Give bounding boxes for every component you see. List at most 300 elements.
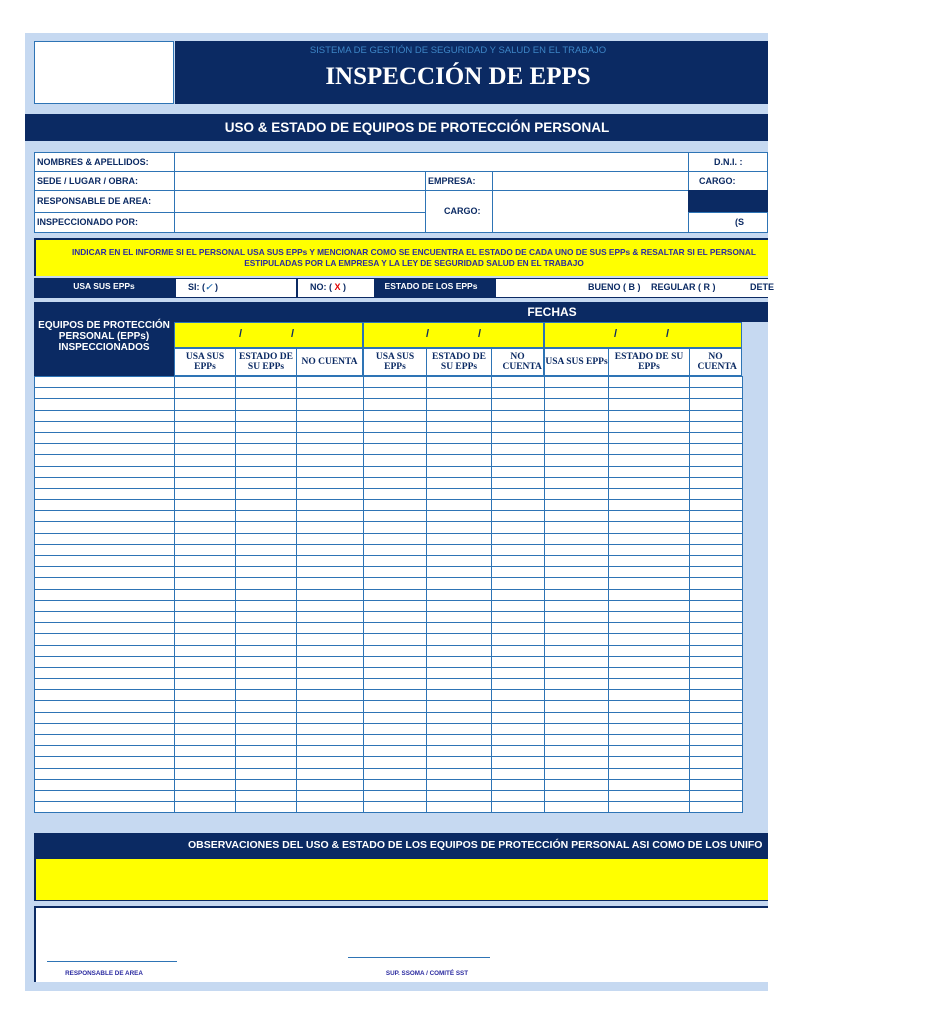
grid-cell[interactable] [297,533,364,544]
grid-cell[interactable] [427,567,492,578]
grid-cell[interactable] [690,723,743,734]
grid-cell[interactable] [297,567,364,578]
grid-cell[interactable] [690,500,743,511]
grid-cell[interactable] [492,511,545,522]
grid-cell[interactable] [364,768,427,779]
grid-cell[interactable] [364,634,427,645]
grid-cell[interactable] [492,477,545,488]
grid-cell[interactable] [175,656,236,667]
grid-cell[interactable] [427,667,492,678]
grid-cell[interactable] [690,432,743,443]
observations-field[interactable] [34,859,768,901]
grid-cell[interactable] [492,589,545,600]
grid-cell[interactable] [427,444,492,455]
grid-cell[interactable] [364,578,427,589]
grid-cell[interactable] [427,790,492,801]
grid-cell[interactable] [236,667,297,678]
grid-cell[interactable] [545,399,609,410]
grid-cell[interactable] [175,735,236,746]
grid-cell[interactable] [545,634,609,645]
grid-cell[interactable] [427,500,492,511]
grid-cell[interactable] [175,623,236,634]
grid-cell[interactable] [690,746,743,757]
grid-cell[interactable] [492,522,545,533]
grid-cell[interactable] [364,611,427,622]
grid-cell[interactable] [427,578,492,589]
grid-cell[interactable] [175,567,236,578]
grid-cell[interactable] [492,455,545,466]
grid-cell[interactable] [297,421,364,432]
grid-cell[interactable] [175,444,236,455]
grid-cell[interactable] [609,757,690,768]
grid-cell[interactable] [297,377,364,388]
grid-cell[interactable] [236,690,297,701]
grid-cell[interactable] [364,723,427,734]
grid-cell[interactable] [236,511,297,522]
grid-cell[interactable] [427,466,492,477]
grid-cell[interactable] [236,757,297,768]
grid-cell[interactable] [545,511,609,522]
grid-cell[interactable] [175,690,236,701]
grid-cell[interactable] [609,600,690,611]
grid-cell[interactable] [236,522,297,533]
grid-cell[interactable] [364,421,427,432]
epp-name-cell[interactable] [35,712,175,723]
grid-cell[interactable] [175,421,236,432]
grid-cell[interactable] [297,611,364,622]
grid-cell[interactable] [297,634,364,645]
grid-cell[interactable] [297,399,364,410]
grid-cell[interactable] [297,544,364,555]
grid-cell[interactable] [690,488,743,499]
epp-name-cell[interactable] [35,432,175,443]
grid-cell[interactable] [175,533,236,544]
grid-cell[interactable] [175,746,236,757]
grid-cell[interactable] [690,388,743,399]
grid-cell[interactable] [545,701,609,712]
grid-cell[interactable] [492,600,545,611]
grid-cell[interactable] [175,600,236,611]
epp-name-cell[interactable] [35,768,175,779]
grid-cell[interactable] [175,802,236,813]
nombres-field[interactable] [174,152,689,172]
grid-cell[interactable] [427,377,492,388]
grid-cell[interactable] [175,511,236,522]
grid-cell[interactable] [427,556,492,567]
grid-cell[interactable] [175,544,236,555]
grid-cell[interactable] [545,690,609,701]
grid-cell[interactable] [236,656,297,667]
grid-cell[interactable] [236,701,297,712]
grid-cell[interactable] [492,500,545,511]
epp-name-cell[interactable] [35,723,175,734]
grid-cell[interactable] [236,488,297,499]
grid-cell[interactable] [175,757,236,768]
grid-cell[interactable] [492,623,545,634]
grid-cell[interactable] [236,544,297,555]
grid-cell[interactable] [609,667,690,678]
grid-cell[interactable] [236,735,297,746]
epp-name-cell[interactable] [35,790,175,801]
grid-cell[interactable] [609,701,690,712]
grid-cell[interactable] [175,723,236,734]
grid-cell[interactable] [236,399,297,410]
grid-cell[interactable] [236,712,297,723]
grid-cell[interactable] [236,611,297,622]
grid-cell[interactable] [175,432,236,443]
grid-cell[interactable] [545,589,609,600]
grid-cell[interactable] [236,600,297,611]
grid-cell[interactable] [492,779,545,790]
grid-cell[interactable] [236,779,297,790]
grid-cell[interactable] [175,667,236,678]
empresa-field[interactable] [492,171,689,191]
grid-cell[interactable] [297,667,364,678]
grid-cell[interactable] [609,735,690,746]
grid-cell[interactable] [236,421,297,432]
grid-cell[interactable] [545,388,609,399]
grid-cell[interactable] [427,544,492,555]
grid-cell[interactable] [297,589,364,600]
epp-name-cell[interactable] [35,556,175,567]
grid-cell[interactable] [492,701,545,712]
grid-cell[interactable] [364,522,427,533]
grid-cell[interactable] [609,488,690,499]
grid-cell[interactable] [297,679,364,690]
grid-cell[interactable] [545,790,609,801]
epp-name-cell[interactable] [35,634,175,645]
epp-name-cell[interactable] [35,589,175,600]
grid-cell[interactable] [297,477,364,488]
grid-cell[interactable] [236,578,297,589]
grid-cell[interactable] [609,567,690,578]
grid-cell[interactable] [236,768,297,779]
grid-cell[interactable] [492,712,545,723]
grid-cell[interactable] [175,522,236,533]
grid-cell[interactable] [492,645,545,656]
grid-cell[interactable] [690,623,743,634]
grid-cell[interactable] [236,444,297,455]
grid-cell[interactable] [364,589,427,600]
grid-cell[interactable] [364,656,427,667]
grid-cell[interactable] [297,746,364,757]
date-cell-1[interactable] [174,322,363,348]
grid-cell[interactable] [690,578,743,589]
grid-cell[interactable] [427,757,492,768]
grid-cell[interactable] [427,533,492,544]
grid-cell[interactable] [690,455,743,466]
grid-cell[interactable] [545,377,609,388]
grid-cell[interactable] [364,667,427,678]
grid-cell[interactable] [236,477,297,488]
grid-cell[interactable] [545,522,609,533]
grid-cell[interactable] [175,790,236,801]
grid-cell[interactable] [545,735,609,746]
grid-cell[interactable] [545,410,609,421]
grid-cell[interactable] [492,735,545,746]
grid-cell[interactable] [545,533,609,544]
grid-cell[interactable] [690,466,743,477]
grid-cell[interactable] [545,432,609,443]
grid-cell[interactable] [545,488,609,499]
epp-name-cell[interactable] [35,455,175,466]
grid-cell[interactable] [545,455,609,466]
grid-cell[interactable] [364,500,427,511]
epp-name-cell[interactable] [35,511,175,522]
grid-cell[interactable] [297,712,364,723]
grid-cell[interactable] [492,544,545,555]
grid-cell[interactable] [175,477,236,488]
grid-cell[interactable] [175,611,236,622]
grid-cell[interactable] [609,522,690,533]
grid-cell[interactable] [236,556,297,567]
grid-cell[interactable] [492,388,545,399]
grid-cell[interactable] [236,589,297,600]
grid-cell[interactable] [297,735,364,746]
grid-cell[interactable] [427,634,492,645]
grid-cell[interactable] [609,690,690,701]
grid-cell[interactable] [364,410,427,421]
grid-cell[interactable] [492,578,545,589]
cargo-field[interactable] [492,190,689,233]
epp-name-cell[interactable] [35,388,175,399]
grid-cell[interactable] [236,645,297,656]
grid-cell[interactable] [297,488,364,499]
grid-cell[interactable] [175,500,236,511]
grid-cell[interactable] [297,757,364,768]
grid-cell[interactable] [690,712,743,723]
grid-cell[interactable] [364,556,427,567]
grid-cell[interactable] [175,634,236,645]
grid-cell[interactable] [297,690,364,701]
grid-cell[interactable] [690,556,743,567]
epp-name-cell[interactable] [35,466,175,477]
grid-cell[interactable] [427,611,492,622]
grid-cell[interactable] [175,589,236,600]
grid-cell[interactable] [545,768,609,779]
grid-cell[interactable] [297,600,364,611]
grid-cell[interactable] [175,701,236,712]
grid-cell[interactable] [427,623,492,634]
grid-cell[interactable] [492,421,545,432]
grid-cell[interactable] [236,790,297,801]
grid-cell[interactable] [690,656,743,667]
grid-cell[interactable] [427,410,492,421]
grid-cell[interactable] [690,611,743,622]
grid-cell[interactable] [609,466,690,477]
grid-cell[interactable] [690,544,743,555]
epp-name-cell[interactable] [35,578,175,589]
grid-cell[interactable] [175,779,236,790]
grid-cell[interactable] [175,399,236,410]
grid-cell[interactable] [545,802,609,813]
grid-cell[interactable] [297,522,364,533]
grid-cell[interactable] [545,623,609,634]
grid-cell[interactable] [364,533,427,544]
grid-cell[interactable] [690,477,743,488]
grid-cell[interactable] [609,432,690,443]
grid-cell[interactable] [236,377,297,388]
grid-cell[interactable] [427,511,492,522]
grid-cell[interactable] [609,556,690,567]
grid-cell[interactable] [545,556,609,567]
grid-cell[interactable] [690,410,743,421]
grid-cell[interactable] [297,511,364,522]
grid-cell[interactable] [492,611,545,622]
epp-name-cell[interactable] [35,701,175,712]
grid-cell[interactable] [690,802,743,813]
grid-cell[interactable] [492,802,545,813]
responsable-field[interactable] [174,190,426,213]
grid-cell[interactable] [297,656,364,667]
grid-cell[interactable] [427,679,492,690]
grid-cell[interactable] [492,790,545,801]
grid-cell[interactable] [427,802,492,813]
grid-cell[interactable] [236,679,297,690]
grid-cell[interactable] [427,645,492,656]
grid-cell[interactable] [609,533,690,544]
grid-cell[interactable] [492,679,545,690]
grid-cell[interactable] [492,567,545,578]
grid-cell[interactable] [427,690,492,701]
grid-cell[interactable] [609,779,690,790]
grid-cell[interactable] [545,723,609,734]
grid-cell[interactable] [236,802,297,813]
grid-cell[interactable] [364,802,427,813]
grid-cell[interactable] [427,399,492,410]
grid-cell[interactable] [690,399,743,410]
grid-cell[interactable] [364,690,427,701]
grid-cell[interactable] [427,701,492,712]
grid-cell[interactable] [690,377,743,388]
grid-cell[interactable] [364,623,427,634]
grid-cell[interactable] [690,511,743,522]
grid-cell[interactable] [492,667,545,678]
epp-name-cell[interactable] [35,735,175,746]
grid-cell[interactable] [492,377,545,388]
grid-cell[interactable] [364,377,427,388]
epp-name-cell[interactable] [35,802,175,813]
date-cell-2[interactable] [363,322,544,348]
grid-cell[interactable] [364,444,427,455]
grid-cell[interactable] [545,567,609,578]
grid-cell[interactable] [297,410,364,421]
grid-cell[interactable] [297,768,364,779]
grid-cell[interactable] [427,522,492,533]
grid-cell[interactable] [609,623,690,634]
sede-field[interactable] [174,171,426,191]
grid-cell[interactable] [609,511,690,522]
grid-cell[interactable] [690,634,743,645]
grid-cell[interactable] [236,410,297,421]
grid-cell[interactable] [545,421,609,432]
grid-cell[interactable] [427,656,492,667]
epp-name-cell[interactable] [35,757,175,768]
grid-cell[interactable] [690,667,743,678]
grid-cell[interactable] [236,634,297,645]
grid-cell[interactable] [175,455,236,466]
grid-cell[interactable] [236,455,297,466]
grid-cell[interactable] [427,421,492,432]
epp-name-cell[interactable] [35,567,175,578]
grid-cell[interactable] [175,578,236,589]
grid-cell[interactable] [690,779,743,790]
grid-cell[interactable] [492,488,545,499]
grid-cell[interactable] [492,533,545,544]
grid-cell[interactable] [492,768,545,779]
grid-cell[interactable] [364,511,427,522]
grid-cell[interactable] [236,567,297,578]
grid-cell[interactable] [492,432,545,443]
grid-cell[interactable] [364,779,427,790]
grid-cell[interactable] [545,544,609,555]
epp-name-cell[interactable] [35,667,175,678]
grid-cell[interactable] [364,388,427,399]
grid-cell[interactable] [690,533,743,544]
grid-cell[interactable] [545,611,609,622]
epp-name-cell[interactable] [35,421,175,432]
grid-cell[interactable] [545,600,609,611]
grid-cell[interactable] [364,679,427,690]
grid-cell[interactable] [364,746,427,757]
date-cell-3[interactable] [544,322,742,348]
grid-cell[interactable] [545,757,609,768]
grid-cell[interactable] [545,477,609,488]
grid-cell[interactable] [609,410,690,421]
epp-name-cell[interactable] [35,679,175,690]
grid-cell[interactable] [236,500,297,511]
grid-cell[interactable] [492,634,545,645]
grid-cell[interactable] [297,723,364,734]
grid-cell[interactable] [545,645,609,656]
grid-cell[interactable] [175,410,236,421]
epp-name-cell[interactable] [35,746,175,757]
grid-cell[interactable] [690,701,743,712]
grid-cell[interactable] [236,466,297,477]
grid-cell[interactable] [545,679,609,690]
grid-cell[interactable] [175,768,236,779]
grid-cell[interactable] [364,544,427,555]
grid-cell[interactable] [690,589,743,600]
grid-cell[interactable] [609,723,690,734]
grid-cell[interactable] [236,432,297,443]
grid-cell[interactable] [175,556,236,567]
grid-cell[interactable] [609,455,690,466]
epp-name-cell[interactable] [35,611,175,622]
grid-cell[interactable] [690,790,743,801]
grid-cell[interactable] [297,802,364,813]
epp-name-cell[interactable] [35,477,175,488]
epp-name-cell[interactable] [35,533,175,544]
grid-cell[interactable] [545,667,609,678]
grid-cell[interactable] [690,645,743,656]
grid-cell[interactable] [492,410,545,421]
grid-cell[interactable] [492,399,545,410]
grid-cell[interactable] [690,600,743,611]
grid-cell[interactable] [427,723,492,734]
grid-cell[interactable] [364,790,427,801]
grid-cell[interactable] [297,556,364,567]
grid-cell[interactable] [545,779,609,790]
grid-cell[interactable] [427,589,492,600]
grid-cell[interactable] [545,578,609,589]
inspeccionado-field[interactable] [174,212,426,233]
epp-name-cell[interactable] [35,600,175,611]
grid-cell[interactable] [609,768,690,779]
grid-cell[interactable] [297,466,364,477]
epp-name-cell[interactable] [35,377,175,388]
grid-cell[interactable] [492,690,545,701]
